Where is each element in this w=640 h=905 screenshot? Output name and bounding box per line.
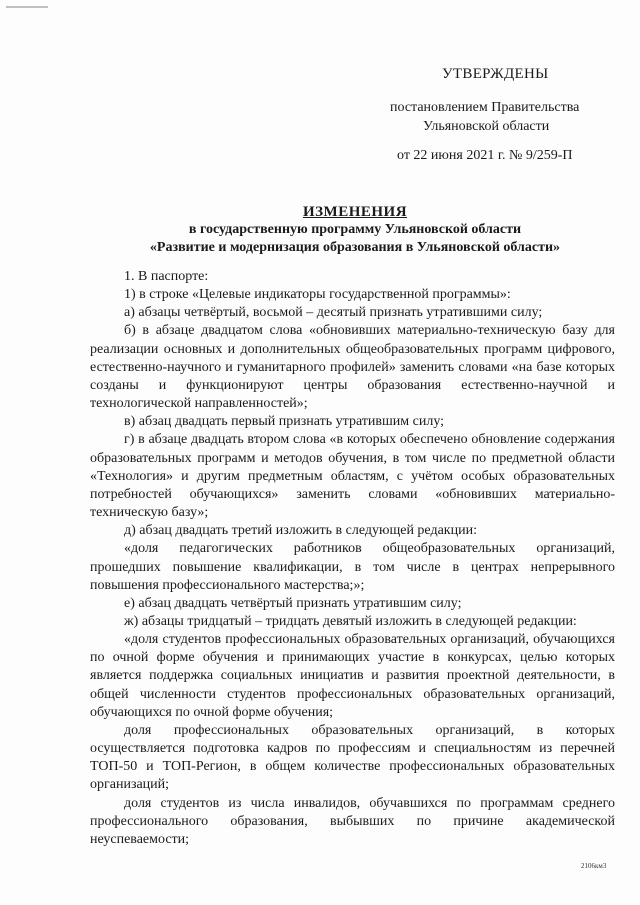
document-heading xyxy=(90,203,620,257)
document-subtitle-line1: в государственную программу Ульяновской области xyxy=(188,222,522,237)
paragraph: «доля педагогических работников общеобразовательных организаций, прошедших повышение квалификации, в том числе в центрах непрерывного повышения профессионального мастерства;»; xyxy=(90,541,615,593)
document-body xyxy=(90,268,615,849)
decree-reference-line1: постановлением Правительства xyxy=(390,100,580,115)
scan-artifact xyxy=(6,6,48,8)
paragraph: г) в абзаце двадцать втором слова «в которых обеспечено обновление содержания образовательных программ и методов обучения, в том числе по предметной области «Технология» и другим предметным областям, с учётом особых образовательных потребностей обучающихся» заменить словами «обновивших материально-техническую базу»; xyxy=(90,432,615,521)
decree-date: от 22 июня 2021 г. № 9/259-П xyxy=(397,148,573,163)
paragraph: 1. В паспорте: xyxy=(124,269,209,284)
paragraph: д) абзац двадцать третий изложить в следующей редакции: xyxy=(124,523,477,539)
document-subtitle-line2: «Развитие и модернизация образования в Ульяновской области» xyxy=(149,240,561,255)
paragraph: ж) абзацы тридцатый – тридцать девятый изложить в следующей редакции: xyxy=(124,613,577,629)
paragraph: 1) в строке «Целевые индикаторы государственной программы»: xyxy=(124,287,511,303)
paragraph: а) абзацы четвёртый, восьмой – десятый признать утратившими силу; xyxy=(124,305,543,321)
paragraph: в) абзац двадцать первый признать утратившим силу; xyxy=(124,414,445,430)
approval-stamp-title: УТВЕРЖДЕНЫ xyxy=(442,66,549,82)
paragraph: е) абзац двадцать четвёртый признать утратившим силу; xyxy=(124,595,462,611)
decree-reference-line2: Ульяновской области xyxy=(423,119,550,134)
paragraph: б) в абзаце двадцатом слова «обновивших материально-техническую базу для реализации основных и дополнительных общеобразовательных программ цифрового, естественно-научного и гуманитарного профилей» заменить словами «на базе которых созданы и функционируют центры образования естественно-научной и технологической направленностей»; xyxy=(90,323,615,412)
document-title: ИЗМЕНЕНИЯ xyxy=(302,204,408,220)
paragraph: «доля студентов профессиональных образовательных организаций, обучающихся по очной форме обучения и принимающих участие в конкурсах, целью которых является поддержка социальных инициатив и развития проектной деятельности, в общей численности студентов профессиональных образовательных организаций, обучающихся по очной форме обучения; xyxy=(90,632,615,720)
paragraph: доля студентов из числа инвалидов, обучавшихся по программам среднего профессионального образования, выбывших по причине академической неуспеваемости; xyxy=(90,795,615,847)
paragraph: доля профессиональных образовательных организаций, в которых осуществляется подготовка кадров по профессиям и специальностям из перечней ТОП-50 и ТОП-Регион, в общем количестве профессиональных образовательных организаций; xyxy=(90,722,615,793)
footer-document-code: 2106км3 xyxy=(581,862,607,870)
